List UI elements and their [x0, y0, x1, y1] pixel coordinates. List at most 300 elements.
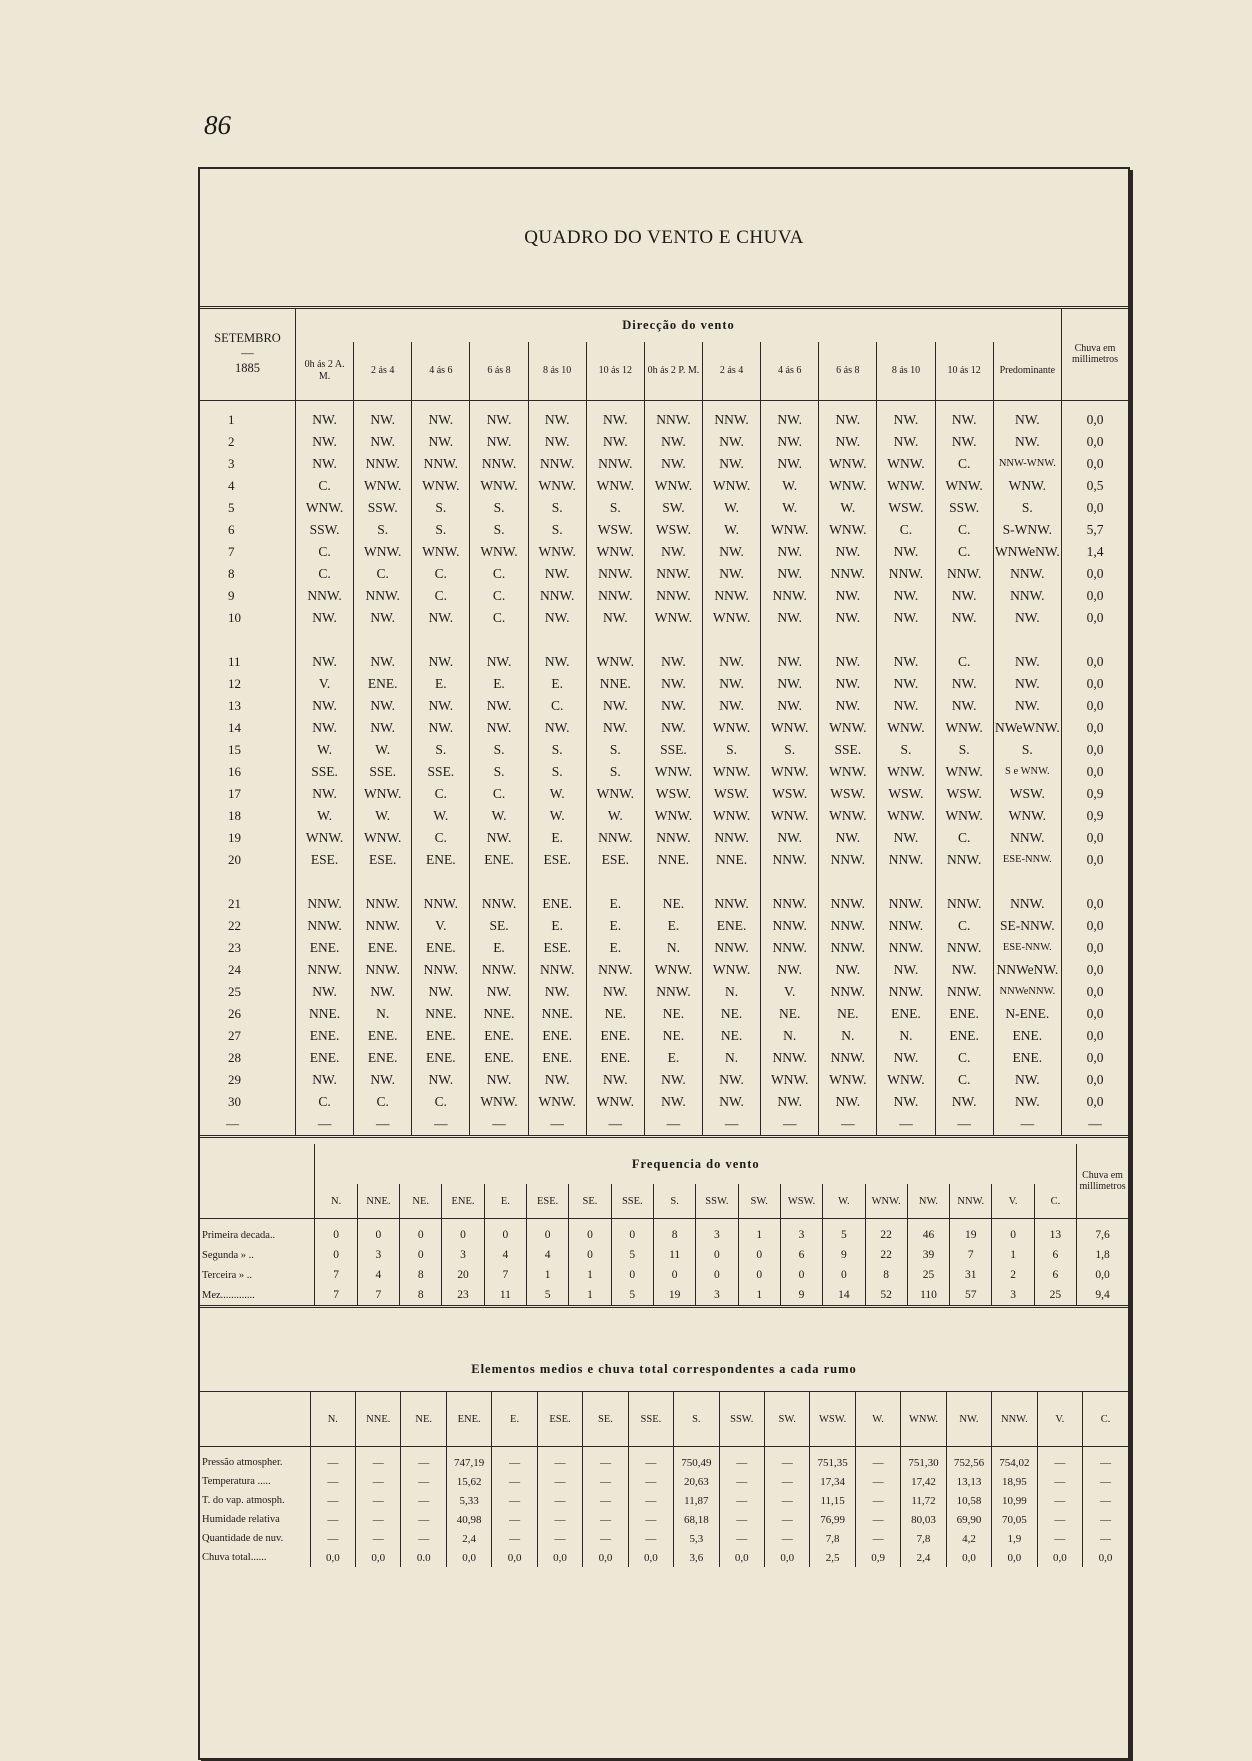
- wind-direction-cell: C.: [935, 541, 993, 563]
- frequency-cell: 3: [357, 1245, 399, 1265]
- wind-direction-cell: W.: [296, 739, 354, 761]
- wind-direction-cell: NW.: [412, 981, 470, 1003]
- frequency-cell: 8: [400, 1285, 442, 1307]
- rain-cell: 0,0: [1062, 1003, 1129, 1025]
- wind-direction-cell: NW.: [296, 717, 354, 739]
- end-dash-cell: —: [993, 1113, 1061, 1137]
- frequency-cell: 4: [484, 1245, 526, 1265]
- wind-direction-cell: NNW.: [644, 563, 702, 585]
- wind-direction-cell: NW.: [412, 651, 470, 673]
- wind-direction-cell: WNW.: [470, 475, 528, 497]
- wind-direction-cell: NNW.: [877, 981, 935, 1003]
- element-cell: 10,58: [946, 1491, 991, 1510]
- rumo-column-header: NNE.: [356, 1392, 401, 1447]
- frequency-cell: 0: [696, 1245, 738, 1265]
- wind-direction-table: [200, 308, 1128, 1138]
- rain-cell: 9,4: [1077, 1285, 1128, 1307]
- wind-direction-cell: NNW.: [703, 409, 761, 431]
- wind-direction-cell: NNW.: [761, 937, 819, 959]
- spacer-cell: [528, 400, 586, 409]
- element-cell: —: [356, 1491, 401, 1510]
- wind-direction-cell: C.: [470, 607, 528, 629]
- day-number: 15: [228, 741, 241, 757]
- wind-direction-cell: NW.: [761, 651, 819, 673]
- wind-direction-cell: NW.: [761, 541, 819, 563]
- wind-direction-cell: NNW.: [935, 849, 993, 871]
- spacer-cell: [993, 871, 1061, 893]
- day-number: 24: [228, 961, 241, 977]
- wind-direction-cell: NNW.: [412, 893, 470, 915]
- wind-direction-cell: NW.: [644, 695, 702, 717]
- element-row: [200, 1472, 1128, 1491]
- day-row: [200, 673, 1128, 695]
- spacer-cell: [703, 871, 761, 893]
- wind-direction-cell: NNW.: [586, 959, 644, 981]
- frequency-cell: 19: [653, 1285, 695, 1307]
- rain-cell: 0,0: [1062, 563, 1129, 585]
- day-number: 23: [228, 939, 241, 955]
- end-dash-cell: —: [200, 1113, 296, 1137]
- end-dash-cell: —: [935, 1113, 993, 1137]
- rain-cell: 0,0: [1062, 893, 1129, 915]
- wind-direction-cell: C.: [412, 783, 470, 805]
- wind-direction-cell: NW.: [935, 585, 993, 607]
- element-cell: 5,33: [446, 1491, 491, 1510]
- spacer-cell: [761, 629, 819, 651]
- element-cell: —: [537, 1453, 582, 1472]
- day-row: [200, 1069, 1128, 1091]
- element-cell: 68,18: [674, 1510, 719, 1529]
- wind-direction-cell: WNW.: [703, 475, 761, 497]
- rumo-column-header: W.: [823, 1184, 865, 1219]
- day-row: [200, 717, 1128, 739]
- rumo-column-header: NW.: [946, 1392, 991, 1447]
- rumo-column-header: ENE.: [442, 1184, 484, 1219]
- frequency-cell: 0: [357, 1225, 399, 1245]
- wind-direction-cell: SW.: [644, 497, 702, 519]
- day-number: 18: [228, 807, 241, 823]
- wind-direction-cell: C.: [935, 1047, 993, 1069]
- rain-cell: 1,4: [1062, 541, 1129, 563]
- rain-cell: 0,0: [1062, 717, 1129, 739]
- wind-direction-cell: ENE.: [877, 1003, 935, 1025]
- element-cell: —: [719, 1453, 764, 1472]
- wind-direction-cell: NNW.: [354, 585, 412, 607]
- end-dash-cell: —: [1062, 1113, 1129, 1137]
- wind-direction-cell: SSW.: [354, 497, 412, 519]
- element-cell: 0,0: [446, 1548, 491, 1567]
- wind-direction-cell: NNW.: [935, 893, 993, 915]
- element-cell: 40,98: [446, 1510, 491, 1529]
- day-number: 28: [228, 1049, 241, 1065]
- wind-direction-cell: NW.: [354, 409, 412, 431]
- element-cell: —: [764, 1510, 809, 1529]
- wind-direction-cell: NNE.: [586, 673, 644, 695]
- day-row: [200, 1025, 1128, 1047]
- wind-direction-cell: NNW.: [703, 893, 761, 915]
- wind-direction-cell: S.: [877, 739, 935, 761]
- spacer-cell: [877, 629, 935, 651]
- frequency-cell: 6: [1034, 1245, 1076, 1265]
- element-cell: —: [1083, 1491, 1128, 1510]
- wind-direction-cell: E.: [586, 915, 644, 937]
- wind-direction-cell: NNW.: [761, 915, 819, 937]
- element-cell: 0,0: [628, 1548, 673, 1567]
- spacer-cell: [296, 629, 354, 651]
- wind-direction-cell: ENE.: [412, 849, 470, 871]
- rumo-column-header: SSW.: [719, 1392, 764, 1447]
- element-cell: —: [719, 1510, 764, 1529]
- wind-direction-cell: E.: [528, 673, 586, 695]
- rain-cell: 0,0: [1062, 915, 1129, 937]
- rumo-column-header: V.: [992, 1184, 1034, 1219]
- wind-direction-cell: NW.: [819, 959, 877, 981]
- rumo-column-header: S.: [653, 1184, 695, 1219]
- spacer-cell: [296, 871, 354, 893]
- wind-direction-cell: NW.: [528, 607, 586, 629]
- wind-direction-cell: N.: [644, 937, 702, 959]
- element-cell: —: [310, 1510, 355, 1529]
- wind-direction-cell: ENE.: [528, 893, 586, 915]
- day-number: 25: [228, 983, 241, 999]
- wind-direction-cell: NW.: [819, 431, 877, 453]
- spacer-cell: [200, 629, 296, 651]
- element-cell: —: [537, 1529, 582, 1548]
- wind-direction-cell: WNW.: [644, 607, 702, 629]
- element-cell: —: [719, 1491, 764, 1510]
- frequency-cell: 39: [907, 1245, 949, 1265]
- rumo-column-header: WSW.: [810, 1392, 855, 1447]
- month-dash: —: [241, 346, 254, 361]
- wind-direction-cell: W.: [819, 497, 877, 519]
- frequency-cell: 8: [653, 1225, 695, 1245]
- wind-direction-cell: WNW.: [819, 519, 877, 541]
- frequency-cell: 8: [865, 1265, 907, 1285]
- wind-direction-cell: WNWeNW.: [993, 541, 1061, 563]
- wind-direction-cell: S.: [412, 519, 470, 541]
- spacer-cell: [877, 400, 935, 409]
- element-cell: 751,30: [901, 1453, 946, 1472]
- elements-header: Elementos medios e chuva total correspondentes a cada rumo: [471, 1361, 857, 1376]
- wind-direction-cell: WNW.: [586, 651, 644, 673]
- wind-direction-cell: WSW.: [935, 783, 993, 805]
- wind-direction-cell: NNW.: [296, 585, 354, 607]
- element-cell: 11,72: [901, 1491, 946, 1510]
- wind-direction-cell: NW.: [586, 431, 644, 453]
- wind-direction-cell: WNW.: [761, 519, 819, 541]
- day-number: 26: [228, 1005, 241, 1021]
- wind-direction-cell: NW.: [761, 607, 819, 629]
- element-cell: —: [855, 1453, 900, 1472]
- frequency-cell: 19: [950, 1225, 992, 1245]
- wind-direction-cell: S.: [354, 519, 412, 541]
- element-cell: 0,0: [492, 1548, 537, 1567]
- wind-direction-cell: NNW.: [819, 981, 877, 1003]
- frequency-cell: 1: [569, 1285, 611, 1307]
- rumo-column-header: W.: [855, 1392, 900, 1447]
- frequency-cell: 0: [527, 1225, 569, 1245]
- wind-direction-cell: E.: [528, 915, 586, 937]
- frequency-cell: 31: [950, 1265, 992, 1285]
- element-cell: —: [719, 1529, 764, 1548]
- wind-direction-cell: W.: [470, 805, 528, 827]
- wind-direction-cell: ENE.: [586, 1047, 644, 1069]
- element-cell: 0,0: [583, 1548, 628, 1567]
- frequency-cell: 1: [738, 1225, 780, 1245]
- wind-direction-cell: NW.: [993, 1069, 1061, 1091]
- rumo-column-header: N.: [315, 1184, 357, 1219]
- wind-direction-cell: S.: [993, 497, 1061, 519]
- spacer-cell: [1062, 629, 1129, 651]
- wind-direction-cell: NW.: [354, 651, 412, 673]
- day-row: [200, 409, 1128, 431]
- rain-cell: 0,0: [1062, 673, 1129, 695]
- wind-direction-cell: NW.: [877, 695, 935, 717]
- element-cell: —: [401, 1453, 446, 1472]
- wind-direction-cell: ESE.: [296, 849, 354, 871]
- wind-direction-cell: NW.: [761, 563, 819, 585]
- rumo-column-header: SSW.: [696, 1184, 738, 1219]
- time-column-header: 0h ás 2 P. M.: [644, 342, 702, 400]
- spacer-row: [200, 629, 1128, 651]
- wind-direction-cell: NW.: [412, 695, 470, 717]
- wind-direction-cell: NNW.: [819, 563, 877, 585]
- frequency-cell: 0: [696, 1265, 738, 1285]
- wind-direction-cell: SSW.: [935, 497, 993, 519]
- day-number: 29: [228, 1071, 241, 1087]
- row-label: Quantidade de nuv.: [202, 1533, 284, 1544]
- wind-direction-cell: W.: [703, 519, 761, 541]
- wind-direction-cell: NE.: [703, 1003, 761, 1025]
- wind-direction-cell: ENE.: [935, 1003, 993, 1025]
- wind-direction-cell: NW.: [296, 607, 354, 629]
- frequency-cell: 11: [484, 1285, 526, 1307]
- wind-direction-cell: ENE.: [412, 937, 470, 959]
- element-cell: —: [401, 1510, 446, 1529]
- wind-direction-cell: C.: [935, 519, 993, 541]
- wind-direction-cell: NW.: [935, 673, 993, 695]
- wind-direction-cell: W.: [412, 805, 470, 827]
- wind-direction-cell: ENE.: [354, 937, 412, 959]
- rumo-column-header: WNW.: [865, 1184, 907, 1219]
- wind-direction-cell: NW.: [470, 827, 528, 849]
- wind-direction-cell: SSW.: [296, 519, 354, 541]
- wind-direction-cell: W.: [296, 805, 354, 827]
- spacer-cell: [354, 871, 412, 893]
- spacer-cell: [819, 629, 877, 651]
- wind-direction-cell: C.: [412, 563, 470, 585]
- rumo-column-header: NNW.: [992, 1392, 1037, 1447]
- element-cell: 17,34: [810, 1472, 855, 1491]
- rumo-column-header: ESE.: [527, 1184, 569, 1219]
- frequency-row: [200, 1285, 1128, 1307]
- day-row: [200, 849, 1128, 871]
- element-cell: —: [492, 1529, 537, 1548]
- spacer-cell: [470, 400, 528, 409]
- wind-direction-cell: WNW.: [528, 475, 586, 497]
- day-row: [200, 541, 1128, 563]
- wind-direction-cell: NW.: [819, 673, 877, 695]
- element-cell: —: [583, 1510, 628, 1529]
- frequency-cell: 3: [696, 1285, 738, 1307]
- wind-direction-cell: N.: [761, 1025, 819, 1047]
- wind-direction-cell: WNW.: [877, 1069, 935, 1091]
- time-column-header: 10 ás 12: [586, 342, 644, 400]
- wind-direction-cell: NW.: [412, 1069, 470, 1091]
- wind-direction-cell: WNW.: [528, 541, 586, 563]
- wind-direction-cell: NNW.: [761, 585, 819, 607]
- element-cell: —: [356, 1510, 401, 1529]
- title-box: [200, 169, 1128, 309]
- element-cell: —: [401, 1491, 446, 1510]
- day-row: [200, 893, 1128, 915]
- wind-direction-cell: NW.: [703, 695, 761, 717]
- frequency-table: [200, 1144, 1128, 1308]
- wind-direction-cell: NW.: [528, 981, 586, 1003]
- rain-cell: 0,0: [1062, 453, 1129, 475]
- element-cell: 752,56: [946, 1453, 991, 1472]
- wind-direction-cell: NNW.: [528, 959, 586, 981]
- wind-direction-cell: WSW.: [703, 783, 761, 805]
- wind-direction-cell: NNW.: [470, 893, 528, 915]
- wind-direction-cell: NW.: [703, 651, 761, 673]
- wind-direction-cell: NW.: [586, 1069, 644, 1091]
- element-cell: 80,03: [901, 1510, 946, 1529]
- wind-direction-cell: WNW.: [470, 1091, 528, 1113]
- element-cell: 18,95: [992, 1472, 1037, 1491]
- spacer-cell: [354, 629, 412, 651]
- wind-direction-cell: NW.: [877, 607, 935, 629]
- day-row: [200, 453, 1128, 475]
- wind-direction-cell: WSW.: [644, 783, 702, 805]
- element-cell: 0,0: [537, 1548, 582, 1567]
- wind-direction-cell: NW.: [935, 959, 993, 981]
- day-number: 17: [228, 785, 241, 801]
- rain-cell: 0,0: [1062, 651, 1129, 673]
- day-row: [200, 585, 1128, 607]
- element-cell: —: [401, 1529, 446, 1548]
- day-row: [200, 1047, 1128, 1069]
- wind-direction-cell: C.: [296, 541, 354, 563]
- wind-direction-cell: ENE.: [470, 1025, 528, 1047]
- wind-direction-cell: E.: [644, 915, 702, 937]
- wind-direction-cell: S.: [935, 739, 993, 761]
- wind-direction-cell: C.: [296, 1091, 354, 1113]
- frequency-cell: 3: [442, 1245, 484, 1265]
- wind-direction-cell: NW.: [354, 717, 412, 739]
- wind-direction-cell: NNW.: [644, 981, 702, 1003]
- frequency-cell: 0: [738, 1265, 780, 1285]
- spacer-cell: [935, 400, 993, 409]
- rumo-column-header: SE.: [569, 1184, 611, 1219]
- wind-direction-cell: NNW-WNW.: [993, 453, 1061, 475]
- element-cell: —: [310, 1529, 355, 1548]
- wind-direction-cell: NW.: [354, 695, 412, 717]
- direction-header: Direcção do vento: [296, 308, 1062, 342]
- wind-direction-cell: NNW.: [877, 849, 935, 871]
- day-row: [200, 981, 1128, 1003]
- element-cell: —: [537, 1491, 582, 1510]
- wind-direction-cell: ESE.: [528, 849, 586, 871]
- wind-direction-cell: C.: [935, 453, 993, 475]
- wind-direction-cell: WSW.: [877, 497, 935, 519]
- wind-direction-cell: WNW.: [586, 1091, 644, 1113]
- wind-direction-cell: NE.: [703, 1025, 761, 1047]
- rain-cell: 0,5: [1062, 475, 1129, 497]
- wind-direction-cell: E.: [470, 937, 528, 959]
- wind-direction-cell: C.: [528, 695, 586, 717]
- wind-direction-cell: C.: [296, 475, 354, 497]
- element-cell: 0,0: [1037, 1548, 1082, 1567]
- day-number: 9: [228, 587, 235, 603]
- element-cell: —: [1083, 1472, 1128, 1491]
- wind-direction-cell: NW.: [296, 431, 354, 453]
- table-frame: [198, 167, 1130, 1760]
- wind-direction-cell: WNW.: [935, 717, 993, 739]
- frequency-cell: 2: [992, 1265, 1034, 1285]
- wind-direction-cell: WSW.: [877, 783, 935, 805]
- wind-direction-cell: NW.: [412, 431, 470, 453]
- frequency-row: [200, 1225, 1128, 1245]
- element-cell: 7,8: [810, 1529, 855, 1548]
- frequency-cell: 5: [611, 1245, 653, 1265]
- wind-direction-cell: NNW.: [644, 409, 702, 431]
- element-cell: 2,5: [810, 1548, 855, 1567]
- wind-direction-cell: W.: [354, 739, 412, 761]
- end-dash-cell: —: [296, 1113, 354, 1137]
- rumo-column-header: NE.: [401, 1392, 446, 1447]
- wind-direction-cell: NW.: [528, 563, 586, 585]
- frequency-cell: 9: [780, 1285, 822, 1307]
- frequency-row: [200, 1265, 1128, 1285]
- element-cell: —: [401, 1472, 446, 1491]
- spacer-cell: [1062, 871, 1129, 893]
- rumo-column-header: NE.: [400, 1184, 442, 1219]
- wind-direction-cell: NW.: [935, 409, 993, 431]
- wind-direction-cell: NW.: [935, 1091, 993, 1113]
- wind-direction-cell: NW.: [993, 673, 1061, 695]
- rumo-column-header: NNE.: [357, 1184, 399, 1219]
- wind-direction-cell: NW.: [703, 1069, 761, 1091]
- wind-direction-cell: NW.: [819, 541, 877, 563]
- wind-direction-cell: WSW.: [644, 519, 702, 541]
- frequency-cell: 14: [823, 1285, 865, 1307]
- wind-direction-cell: ENE.: [528, 1047, 586, 1069]
- spacer-cell: [586, 871, 644, 893]
- wind-direction-cell: WNW.: [819, 805, 877, 827]
- frequency-cell: 0: [400, 1225, 442, 1245]
- time-column-header: Predominante: [993, 342, 1061, 400]
- day-number: 1: [228, 411, 235, 427]
- wind-direction-cell: S-WNW.: [993, 519, 1061, 541]
- wind-direction-cell: WNW.: [877, 805, 935, 827]
- wind-direction-cell: NW.: [412, 409, 470, 431]
- element-cell: —: [719, 1472, 764, 1491]
- wind-direction-cell: WNW.: [877, 453, 935, 475]
- time-column-header: 0h ás 2 A. M.: [296, 342, 354, 400]
- element-cell: 5,3: [674, 1529, 719, 1548]
- element-cell: 1,9: [992, 1529, 1037, 1548]
- row-label: Terceira » ..: [202, 1269, 252, 1281]
- rain-cell: 0,0: [1062, 431, 1129, 453]
- spacer-cell: [200, 400, 296, 409]
- wind-direction-cell: NE.: [586, 1003, 644, 1025]
- day-row: [200, 783, 1128, 805]
- rumo-column-header: ENE.: [446, 1392, 491, 1447]
- wind-direction-cell: WNW.: [470, 541, 528, 563]
- wind-direction-cell: NNW.: [296, 915, 354, 937]
- day-number: 7: [228, 543, 235, 559]
